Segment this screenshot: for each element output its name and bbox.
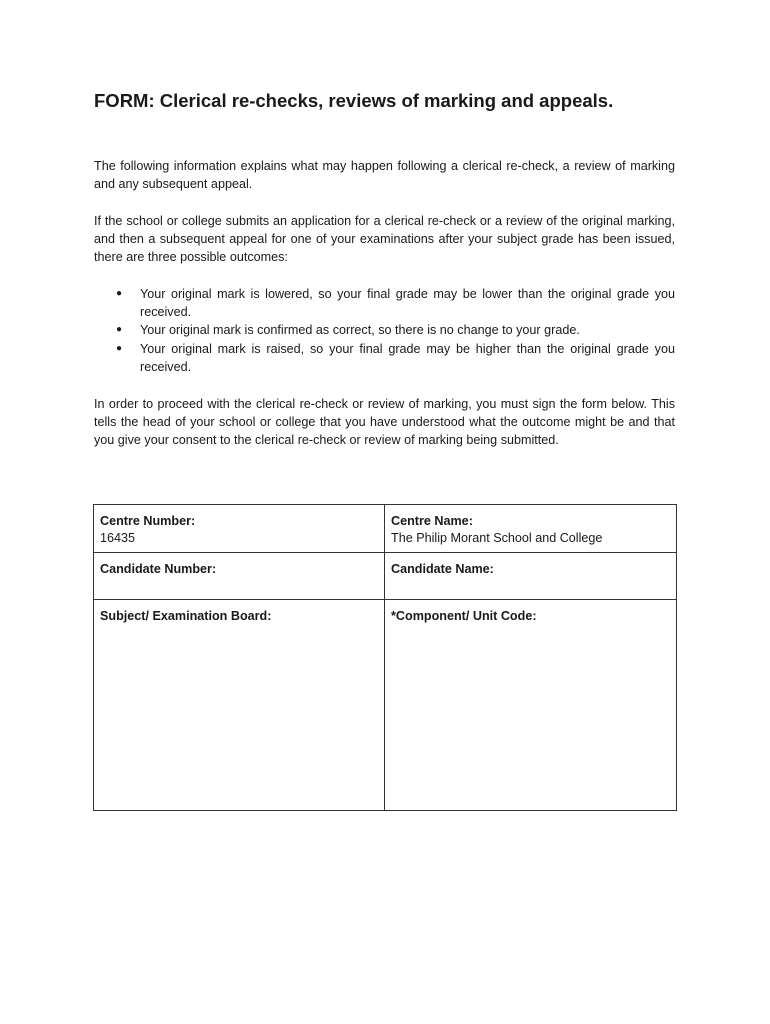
candidate-number-label: Candidate Number: (100, 562, 217, 576)
candidate-name-field[interactable] (385, 553, 677, 600)
list-item (94, 340, 675, 376)
component-unit-code-field[interactable] (385, 600, 677, 811)
bullet-icon: ● (116, 324, 123, 336)
list-item (94, 285, 675, 321)
component-unit-code-label: *Component/ Unit Code: (391, 609, 537, 623)
centre-name-value: The Philip Morant School and College (391, 530, 603, 545)
centre-name-cell[interactable] (385, 505, 677, 553)
candidate-number-field[interactable] (94, 553, 385, 600)
bullet-icon: ● (116, 342, 123, 354)
centre-name-label: Centre Name: (391, 514, 473, 528)
centre-number-label: Centre Number: (100, 514, 196, 528)
outcome-text: Your original mark is confirmed as correct, so there is no change to your grade. (140, 323, 580, 338)
subject-exam-board-field[interactable] (94, 600, 385, 811)
centre-number-value: 16435 (100, 530, 136, 545)
outcome-text: Your original mark is lowered, so your final grade may be lower than the original grade you received. (140, 287, 675, 320)
subject-exam-board-label: Subject/ Examination Board: (100, 609, 272, 623)
centre-number-cell[interactable] (94, 505, 385, 553)
list-item (94, 321, 675, 339)
candidate-name-label: Candidate Name: (391, 562, 494, 576)
page-title: FORM: Clerical re-checks, reviews of marking and appeals. (94, 90, 614, 111)
outcomes-lead-paragraph: If the school or college submits an application for a clerical re-check or a review of the original marking, and then a subsequent appeal for one of your examinations after your subject grade has been issued, there are three possible outcomes: (94, 214, 675, 265)
candidate-form-table (93, 504, 677, 811)
bullet-icon: ● (116, 288, 123, 299)
consent-paragraph: In order to proceed with the clerical re-check or review of marking, you must sign the form below. This tells the head of your school or college that you have understood what the outcome might be and that you give your consent to the clerical re-check or review of marking being submitted. (94, 397, 675, 448)
intro-paragraph: The following information explains what may happen following a clerical re-check, a review of marking and any subsequent appeal. (94, 159, 675, 192)
outcomes-list (94, 285, 675, 376)
outcome-text: Your original mark is raised, so your final grade may be higher than the original grade you received. (140, 341, 675, 374)
